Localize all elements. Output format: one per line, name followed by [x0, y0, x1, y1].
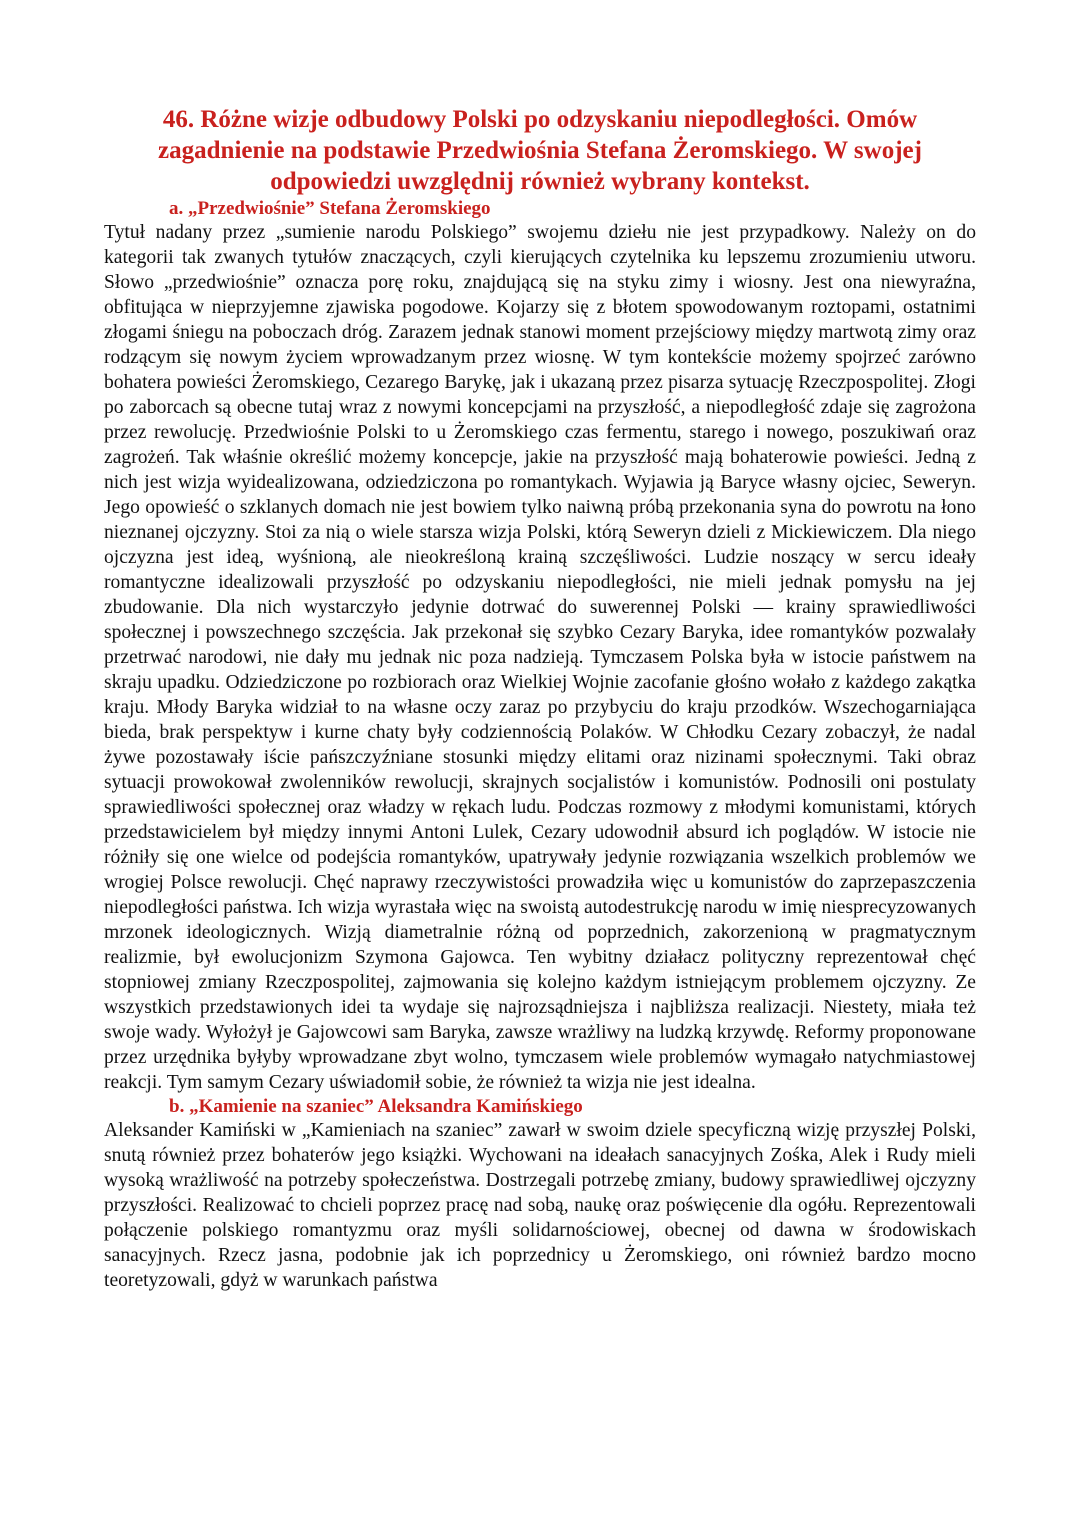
section-paragraph-przedwiosnie: Tytuł nadany przez „sumienie narodu Polskiego” swojemu dziełu nie jest przypadkowy. Należy on do kategorii tak zwanych tytułów znaczących, czyli kierujących czytelnika ku lepszemu zrozumieniu utworu. Słowo „przedwiośnie” oznacza porę roku, znajdującą się na styku zimy i wiosny. Jest ona niewyraźna, obfitująca w nieprzyjemne zjawiska pogodowe. Kojarzy się z błotem spowodowanym roztopami, ostatnimi złogami śniegu na poboczach dróg. Zarazem jednak stanowi moment przejściowy między martwotą zimy oraz rodzącym się nowym życiem wprowadzanym przez wiosnę. W tym kontekście możemy spojrzeć zarówno bohatera powieści Żeromskiego, Cezarego Barykę, jak i ukazaną przez pisarza sytuację Rzeczpospolitej. Złogi po zaborcach są obecne tutaj wraz z nowymi koncepcjami na przyszłość, a niepodległość zdaje się zagrożona przez rewolucję. Przedwiośnie Polski to u Żeromskiego czas fermentu, starego i nowego, poszukiwań oraz zagrożeń. Tak właśnie określić możemy koncepcje, jakie na przyszłość mają bohaterowie powieści. Jedną z nich jest wizja wyidealizowana, odziedziczona po romantykach. Wyjawia ją Baryce własny ojciec, Seweryn. Jego opowieść o szklanych domach nie jest bowiem tylko naiwną próbą przekonania syna do powrotu na łono nieznanej ojczyzny. Stoi za nią o wiele starsza wizja Polski, którą Seweryn dzieli z Mickiewiczem. Dla niego ojczyzna jest ideą, wyśnioną, ale nieokreśloną krainą szczęśliwości. Ludzie noszący w sercu ideały romantyczne idealizowali przyszłość po odzyskaniu niepodległości, nie mieli jednak pomysłu na jej zbudowanie. Dla nich wystarczyło jedynie dotrwać do suwerennej Polski — krainy sprawiedliwości społecznej i powszechnego szczęścia. Jak przekonał się szybko Cezary Baryka, idee romantyków pozwalały przetrwać narodowi, nie dały mu jednak nic poza nadzieją. Tymczasem Polska była w istocie państwem na skraju upadku. Odziedziczone po rozbiorach oraz Wielkiej Wojnie zacofanie głośno wołało z każdego zakątka kraju. Młody Baryka widział to na własne oczy zaraz po przybyciu do kraju przodków. Wszechogarniająca bieda, brak perspektyw i kurne chaty były codziennością Polaków. W Chłodku Cezary zobaczył, że nadal żywe pozostawały iście pańszczyźniane stosunki między elitami oraz nizinami społecznymi. Taki obraz sytuacji prowokował zwolenników rewolucji, skrajnych socjalistów i komunistów. Podnosili oni postulaty sprawiedliwości społecznej oraz władzy w rękach ludu. Podczas rozmowy z młodymi komunistami, których przedstawicielem był między innymi Antoni Lulek, Cezary udowodnił absurd ich poglądów. W istocie nie różniły się one wielce od podejścia romantyków, upatrywały jedynie rozwiązania wszelkich problemów we wrogiej Polsce rewolucji. Chęć naprawy rzeczywistości prowadziła więc u komunistów do zaprzepaszczenia niepodległości państwa. Ich wizja wyrastała więc na swoistą autodestrukcję narodu w imię niesprecyzowanych mrzonek ideologicznych. Wizją diametralnie różną od poprzednich, zakorzenioną w pragmatycznym realizmie, był ewolucjonizm Szymona Gajowca. Ten wybitny działacz polityczny reprezentował chęć stopniowej zmiany Rzeczpospolitej, zajmowania się kolejno każdym istniejącym problemem ojczyzny. Ze wszystkich przedstawionych idei ta wydaje się najrozsądniejsza i najbliższa realizacji. Niestety, miała też swoje wady. Wyłożył je Gajowcowi sam Baryka, zawsze wrażliwy na ludzką krzywdę. Reformy proponowane przez urzędnika byłyby wprowadzane zbyt wolno, tymczasem wiele problemów wymagało natychmiastowej reakcji. Tym samym Cezary uświadomił sobie, że również ta wizja nie jest idealna. [104, 222, 976, 1093]
page-title: 46. Różne wizje odbudowy Polski po odzyskaniu niepodległości. Omów zagadnienie na podstawie Przedwiośnia Stefana Żeromskiego. W swojej odpowiedzi uwzględnij również wybrany kontekst. [158, 106, 922, 195]
section-heading-przedwiosnie: a. „Przedwiośnie” Stefana Żeromskiego [169, 198, 491, 219]
document-page [104, 104, 976, 1293]
section-paragraph-kamienie: Aleksander Kamiński w „Kamieniach na szaniec” zawarł w swoim dziele specyficzną wizję przyszłej Polski, snutą również przez bohaterów jego książki. Wychowani na ideałach sanacyjnych Zośka, Alek i Rudy mieli wysoką wrażliwość na potrzeby społeczeństwa. Dostrzegali potrzebę zmiany, budowy sprawiedliwej ojczyzny przyszłości. Realizować to chcieli poprzez pracę nad sobą, naukę oraz poświęcenie dla ogółu. Reprezentowali połączenie polskiego romantyzmu oraz myśli solidarnościowej, obecnej od dawna w środowiskach sanacyjnych. Rzecz jasna, podobnie jak ich poprzednicy u Żeromskiego, oni również bardzo mocno teoretyzowali, gdyż w warunkach państwa [104, 1120, 976, 1291]
section-heading-kamienie: b. „Kamienie na szaniec” Aleksandra Kamińskiego [169, 1096, 583, 1117]
